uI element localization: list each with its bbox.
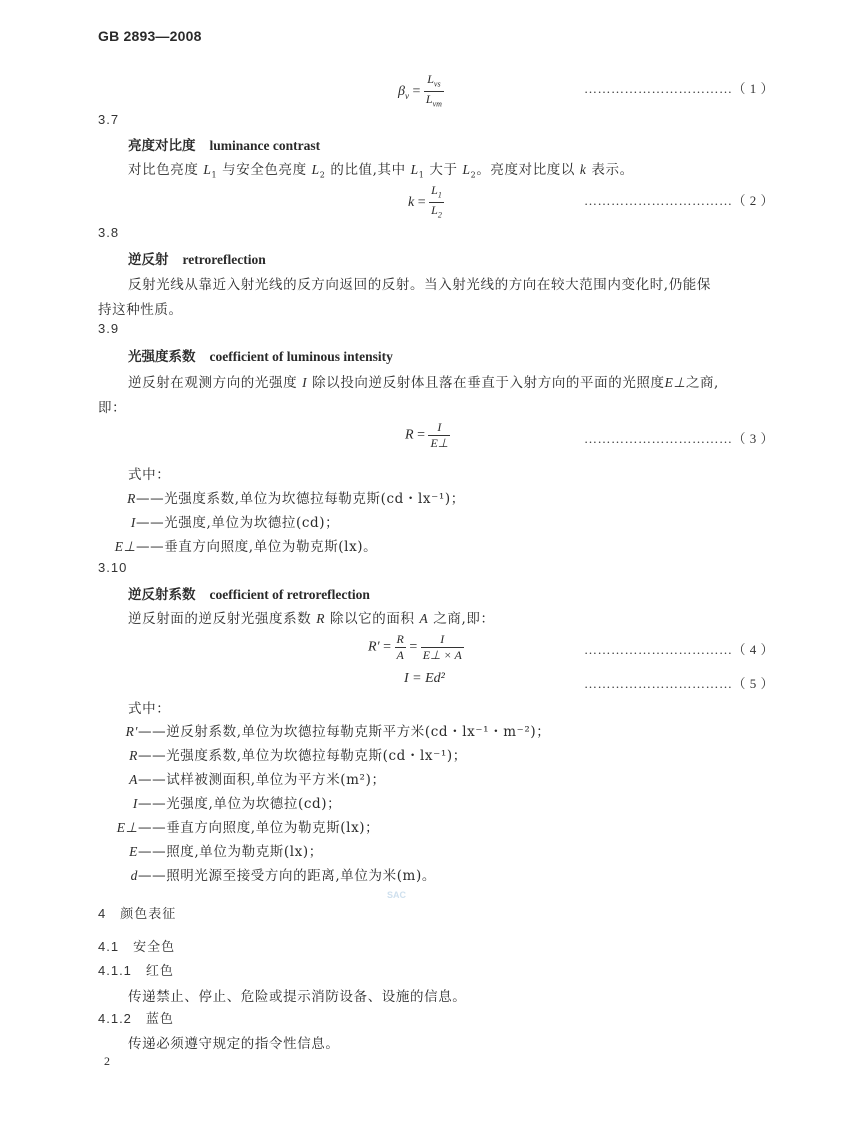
where-description: ——照度,单位为勒克斯(lx)； [138, 844, 323, 860]
where-description: ——逆反射系数,单位为坎德拉每勒克斯平方米(cd・lx⁻¹・m⁻²)； [138, 724, 551, 740]
equation-3: R = $\frac{I}{E\perp}$ [405, 420, 449, 450]
equation-1: $\beta_v$ = $\frac{L_{vs}}{L_{vm}}$ [398, 72, 442, 109]
where-item [100, 744, 467, 764]
equation-4-number: ……………………………（ 4 ） [584, 642, 775, 657]
sac-watermark: SAC [387, 890, 407, 900]
where-symbol: d [130, 868, 138, 883]
where-item [100, 840, 323, 860]
where-symbol: R [129, 748, 138, 763]
where-label-2: 式中： [128, 701, 171, 717]
definition-coefficient-luminous-intensity-line1: 逆反射在观测方向的光强度 I 除以投向逆反射体且落在垂直于入射方向的平面的光照度E⊥之商, [128, 375, 719, 391]
section-3-10-number: 3.10 [98, 560, 128, 575]
page-number: 2 [104, 1054, 110, 1068]
definition-coefficient-retroreflection: 逆反射面的逆反射光强度系数 R 除以它的面积 A 之商,即： [128, 611, 495, 627]
standard-number: GB 2893—2008 [98, 28, 202, 44]
term-luminance-contrast: 亮度对比度 luminance contrast [128, 138, 321, 154]
term-coefficient-retroreflection: 逆反射系数 coefficient of retroreflection [128, 587, 370, 603]
where-description: ——试样被测面积,单位为平方米(m²)； [138, 772, 386, 788]
where-symbol: R′ [125, 724, 138, 739]
section-4: 4 颜色表征 [98, 906, 177, 921]
term-coefficient-luminous-intensity: 光强度系数 coefficient of luminous intensity [128, 349, 393, 365]
where-symbol: R [127, 491, 136, 506]
where-description: ——光强度,单位为坎德拉(cd)； [138, 796, 342, 812]
where-symbol: I [132, 796, 138, 811]
where-symbol: I [130, 515, 136, 530]
section-4-1-1: 4.1.1 红色 [98, 963, 174, 978]
section-4-1: 4.1 安全色 [98, 939, 176, 954]
where-item [100, 816, 379, 836]
where-description: ——光强度,单位为坎德拉(cd)； [136, 515, 340, 531]
section-3-7-number: 3.7 [98, 112, 120, 127]
where-symbol: A [129, 772, 138, 787]
where-symbol: E⊥ [116, 820, 138, 835]
term-retroreflection: 逆反射 retroreflection [128, 252, 266, 268]
definition-retroreflection-line1: 反射光线从靠近入射光线的反方向返回的反射。当入射光线的方向在较大范围内变化时,仍能保 [128, 277, 711, 293]
where-item [100, 792, 341, 812]
where-description: ——垂直方向照度,单位为勒克斯(lx)； [138, 820, 380, 836]
equation-5-number: ……………………………（ 5 ） [584, 676, 775, 691]
where-item [100, 535, 377, 555]
definition-luminance-contrast: 对比色亮度 $L_1$ 与安全色亮度 $L_2$ 的比值,其中 $L_1$ 大于 $L_2$。亮度对比度以 k 表示。 [128, 162, 634, 180]
definition-retroreflection-line2: 持这种性质。 [98, 302, 183, 318]
where-description: ——照明光源至接受方向的距离,单位为米(m)。 [138, 868, 436, 884]
where-label-1: 式中： [128, 467, 171, 483]
definition-coefficient-luminous-intensity-line2: 即： [98, 400, 127, 416]
where-item [100, 487, 465, 507]
where-symbol: E⊥ [114, 539, 136, 554]
where-description: ——垂直方向照度,单位为勒克斯(lx)。 [136, 539, 378, 555]
section-4-1-2: 4.1.2 蓝色 [98, 1011, 174, 1026]
where-item [100, 511, 339, 531]
where-item [100, 864, 436, 884]
section-3-8-number: 3.8 [98, 225, 120, 240]
where-symbol: E [129, 844, 138, 859]
where-item [100, 720, 550, 740]
equation-1-number: ……………………………（ 1 ） [584, 81, 775, 96]
where-item [100, 768, 386, 788]
equation-2-number: ……………………………（ 2 ） [584, 193, 775, 208]
where-description: ——光强度系数,单位为坎德拉每勒克斯(cd・lx⁻¹)； [138, 748, 467, 764]
section-4-1-2-text: 传递必须遵守规定的指令性信息。 [128, 1036, 340, 1052]
equation-2: k = $\frac{L_1}{L_2}$ [408, 183, 442, 220]
equation-3-number: ……………………………（ 3 ） [584, 431, 775, 446]
equation-4: R′ = $\frac{R}{A}$ = $\frac{I}{E\perp \times A}$ [368, 632, 462, 662]
where-description: ——光强度系数,单位为坎德拉每勒克斯(cd・lx⁻¹)； [136, 491, 465, 507]
section-4-1-1-text: 传递禁止、停止、危险或提示消防设备、设施的信息。 [128, 989, 467, 1005]
equation-5: I = Ed² [404, 671, 445, 686]
section-3-9-number: 3.9 [98, 321, 120, 336]
